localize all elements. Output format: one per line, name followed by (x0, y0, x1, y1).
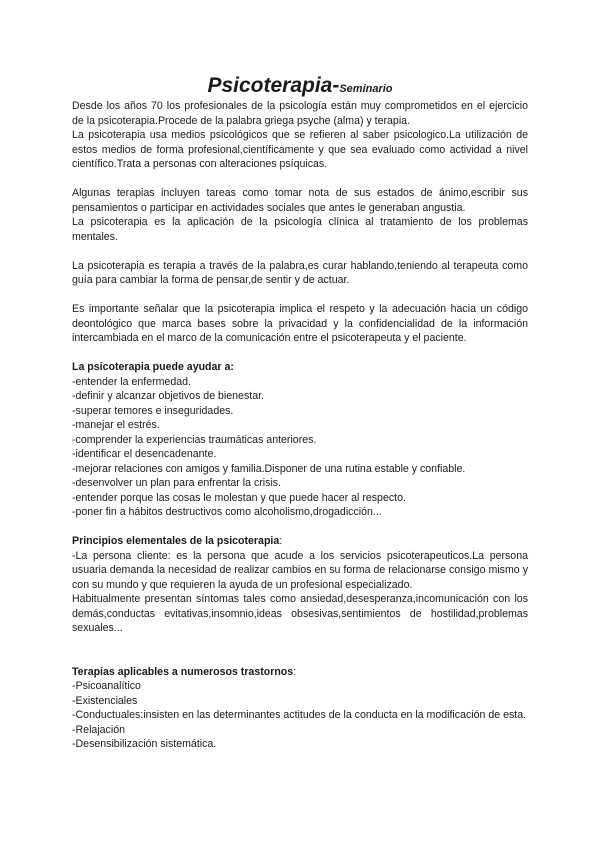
terapias-heading-colon: : (293, 665, 297, 678)
paragraph-tareas: Algunas terapias incluyen tareas como tomar nota de sus estados de ánimo,escribir sus pensamientos o participar en actividades sociales que antes le generaban angustia. (72, 187, 528, 214)
intro-paragraph-1: Desde los años 70 los profesionales de la psicología están muy comprometidos en el ejercicio de la psicoterapia.Procede de la palabra griega psyche (alma) y terapia. (72, 100, 528, 127)
paragraph-codigo: Es importante señalar que la psicoterapia implica el respeto y la adecuación hacia un código deontológico que marca bases sobre la privacidad y la confidencialidad de la información intercambiada en el marco de la comunicación entre el psicoterapeuta y el paciente. (72, 303, 528, 344)
document-title (0, 74, 600, 101)
paragraph-aplicacion: La psicoterapia es la aplicación de la psicología clínica al tratamiento de los problemas mentales. (72, 216, 528, 243)
paragraph-palabra: La psicoterapia es terapia a través de la palabra,es curar hablando,teniendo al terapeuta como guía para cambiar la forma de pensar,de sentir y de actuar. (72, 259, 528, 286)
terapias-item: -Existenciales (72, 694, 138, 707)
terapias-item: -Psicoanalítico (72, 680, 141, 692)
terapias-heading-line (72, 665, 528, 680)
ayuda-item: -comprender la experiencias traumáticas anteriores. (72, 433, 317, 446)
ayuda-item: -desenvolver un plan para enfrentar la crisis. (72, 477, 282, 489)
principios-heading-colon: : (279, 535, 283, 547)
terapias-item: -Desensibilización sistemática. (72, 738, 217, 750)
ayuda-item: -entender la enfermedad. (72, 375, 191, 388)
ayuda-item: -entender porque las cosas le molestan y que puede hacer al respecto. (72, 491, 406, 504)
ayuda-item: -mejorar relaciones con amigos y familia.Disponer de una rutina estable y confiable. (72, 462, 466, 475)
principios-heading-line (72, 534, 528, 549)
terapias-item: -Relajación (72, 723, 125, 736)
ayuda-heading: La psicoterapia puede ayudar a: (72, 361, 234, 373)
principios-cliente: -La persona cliente: es la persona que acude a los servicios psicoterapeuticos.La persona usuaria demanda la necesidad de realizar cambios en su forma de relacionarse consigo mismo y con su mundo y que requieren la ayuda de un profesional especializado. (72, 549, 528, 591)
document-body (72, 99, 528, 752)
title-subtitle: Seminario (339, 83, 393, 95)
ayuda-item: -identificar el desencadenante. (72, 448, 217, 460)
title-main: Psicoterapia- (207, 74, 340, 97)
ayuda-item: -poner fin a hábitos destructivos como alcoholismo,drogadicción... (72, 506, 382, 518)
principios-sintomas: Habitualmente presentan síntomas tales como ansiedad,desesperanza,incomunicación con los demás,conductas evitativas,insomnio,ideas obsesivas,sentimientos de hostilidad,problemas sexuales... (72, 593, 528, 634)
intro-paragraph-2: La psicoterapia usa medios psicológicos que se refieren al saber psicologico.La utilización de estos medios de forma profesional,científicamente y que sea evaluado como actividad a nivel científico.Trata a personas con alteraciones psíquicas. (72, 129, 528, 170)
principios-heading: Principios elementales de la psicoterapia (72, 535, 280, 547)
ayuda-item: -superar temores e inseguridades. (72, 404, 234, 417)
ayuda-item: -manejar el estrés. (72, 419, 160, 431)
terapias-heading: Terapias aplicables a numerosos trastornos (72, 665, 294, 678)
ayuda-item: -definir y alcanzar objetivos de bienestar. (72, 390, 264, 402)
terapias-item: -Conductuales:insisten en las determinantes actitudes de la conducta en la modificación de esta. (72, 709, 527, 721)
